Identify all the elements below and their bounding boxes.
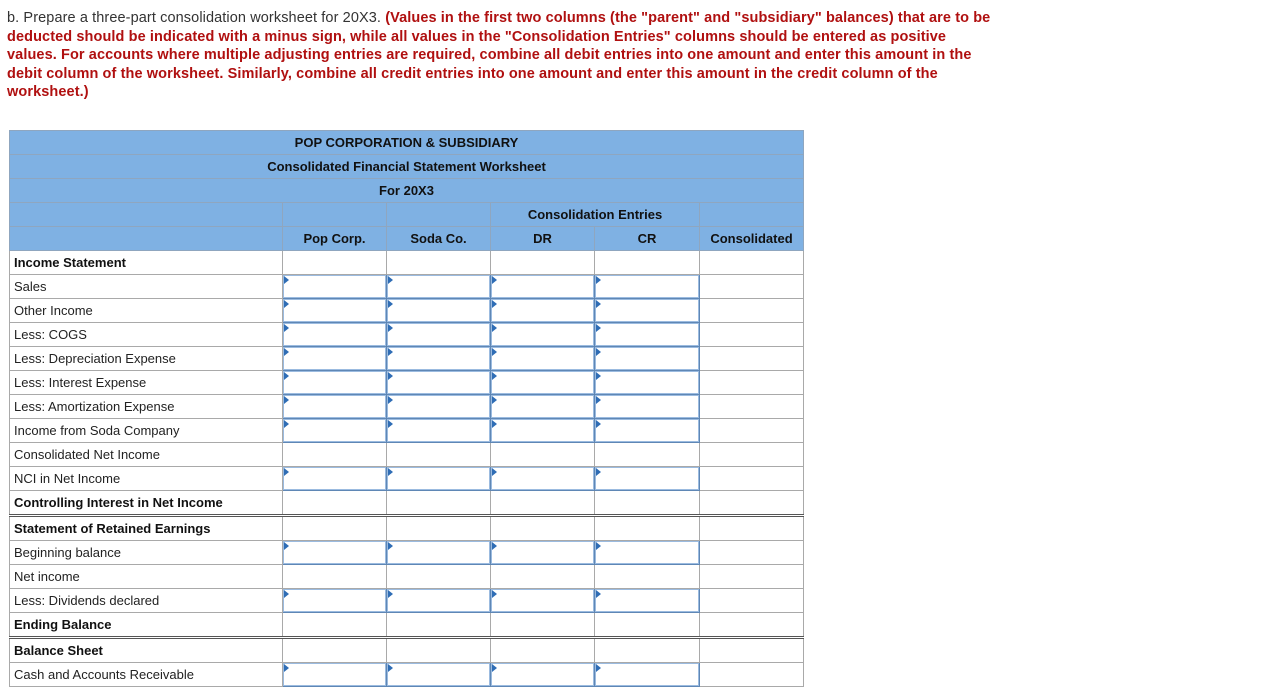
- pop-corp-input[interactable]: [286, 665, 383, 684]
- consolidated-cell: [700, 251, 804, 275]
- empty-cell: [283, 443, 387, 467]
- soda-co-input-cell[interactable]: [387, 541, 491, 565]
- row-label: Other Income: [10, 299, 283, 323]
- pop-corp-input[interactable]: [286, 373, 383, 392]
- dr-input-cell[interactable]: [491, 467, 595, 491]
- soda-co-input[interactable]: [390, 421, 487, 440]
- dr-input-cell[interactable]: [491, 323, 595, 347]
- row-label: Cash and Accounts Receivable: [10, 663, 283, 687]
- cr-input[interactable]: [598, 591, 696, 610]
- row-label: Balance Sheet: [10, 638, 283, 663]
- worksheet-row: [10, 347, 804, 371]
- cr-input-cell[interactable]: [595, 541, 700, 565]
- soda-co-input-cell[interactable]: [387, 347, 491, 371]
- empty-cell: [491, 251, 595, 275]
- worksheet-row: [10, 275, 804, 299]
- soda-co-input[interactable]: [390, 543, 487, 562]
- consolidated-cell: [700, 589, 804, 613]
- dr-input[interactable]: [494, 421, 591, 440]
- cr-input-cell[interactable]: [595, 323, 700, 347]
- pop-corp-input[interactable]: [286, 277, 383, 296]
- soda-co-input-cell[interactable]: [387, 419, 491, 443]
- consolidated-cell: [700, 395, 804, 419]
- empty-cell: [595, 565, 700, 589]
- column-header-pop-corp: Pop Corp.: [283, 227, 387, 251]
- pop-corp-input-cell[interactable]: [283, 395, 387, 419]
- dr-input[interactable]: [494, 277, 591, 296]
- dr-input[interactable]: [494, 397, 591, 416]
- pop-corp-input-cell[interactable]: [283, 371, 387, 395]
- empty-cell: [595, 491, 700, 516]
- consolidated-cell: [700, 613, 804, 638]
- worksheet-row: [10, 565, 804, 589]
- dr-input[interactable]: [494, 373, 591, 392]
- pop-corp-input[interactable]: [286, 397, 383, 416]
- cr-input-cell[interactable]: [595, 419, 700, 443]
- soda-co-input-cell[interactable]: [387, 371, 491, 395]
- column-header-cr: CR: [595, 227, 700, 251]
- row-label: Sales: [10, 275, 283, 299]
- worksheet-row: [10, 371, 804, 395]
- empty-cell: [491, 565, 595, 589]
- consolidated-cell: [700, 516, 804, 541]
- pop-corp-input[interactable]: [286, 325, 383, 344]
- consolidated-cell: [700, 565, 804, 589]
- empty-cell: [491, 491, 595, 516]
- row-label: Net income: [10, 565, 283, 589]
- worksheet-row: [10, 663, 804, 687]
- empty-cell: [595, 516, 700, 541]
- worksheet-row: [10, 323, 804, 347]
- dr-input[interactable]: [494, 543, 591, 562]
- row-label: Less: Dividends declared: [10, 589, 283, 613]
- consolidated-cell: [700, 467, 804, 491]
- header-blank: [10, 227, 283, 251]
- cr-input[interactable]: [598, 665, 696, 684]
- soda-co-input[interactable]: [390, 277, 487, 296]
- empty-cell: [283, 565, 387, 589]
- empty-cell: [387, 613, 491, 638]
- pop-corp-input[interactable]: [286, 421, 383, 440]
- consolidated-cell: [700, 419, 804, 443]
- empty-cell: [595, 613, 700, 638]
- dr-input-cell[interactable]: [491, 663, 595, 687]
- worksheet-row: [10, 638, 804, 663]
- empty-cell: [491, 443, 595, 467]
- cr-input-cell[interactable]: [595, 299, 700, 323]
- instructions-lead: b. Prepare a three-part consolidation worksheet for 20X3.: [7, 10, 386, 26]
- worksheet-company: POP CORPORATION & SUBSIDIARY: [10, 131, 804, 155]
- dr-input-cell[interactable]: [491, 299, 595, 323]
- column-header-consolidated: Consolidated: [700, 227, 804, 251]
- soda-co-input[interactable]: [390, 373, 487, 392]
- header-blank: [700, 203, 804, 227]
- cr-input[interactable]: [598, 349, 696, 368]
- worksheet-row: [10, 613, 804, 638]
- row-label: Beginning balance: [10, 541, 283, 565]
- header-blank: [387, 203, 491, 227]
- cr-input[interactable]: [598, 325, 696, 344]
- soda-co-input-cell[interactable]: [387, 589, 491, 613]
- row-label: Income Statement: [10, 251, 283, 275]
- dr-input-cell[interactable]: [491, 371, 595, 395]
- pop-corp-input-cell[interactable]: [283, 323, 387, 347]
- row-label: Ending Balance: [10, 613, 283, 638]
- cr-input[interactable]: [598, 421, 696, 440]
- soda-co-input-cell[interactable]: [387, 323, 491, 347]
- pop-corp-input-cell[interactable]: [283, 663, 387, 687]
- dr-input[interactable]: [494, 665, 591, 684]
- empty-cell: [283, 251, 387, 275]
- consolidated-cell: [700, 275, 804, 299]
- column-header-soda-co: Soda Co.: [387, 227, 491, 251]
- pop-corp-input-cell[interactable]: [283, 589, 387, 613]
- pop-corp-input-cell[interactable]: [283, 299, 387, 323]
- soda-co-input[interactable]: [390, 325, 487, 344]
- dr-input[interactable]: [494, 349, 591, 368]
- dr-input[interactable]: [494, 591, 591, 610]
- empty-cell: [595, 638, 700, 663]
- header-blank: [283, 203, 387, 227]
- consolidated-cell: [700, 347, 804, 371]
- worksheet-row: [10, 491, 804, 516]
- cr-input[interactable]: [598, 277, 696, 296]
- cr-input-cell[interactable]: [595, 589, 700, 613]
- consolidated-cell: [700, 323, 804, 347]
- empty-cell: [491, 516, 595, 541]
- dr-input-cell[interactable]: [491, 275, 595, 299]
- worksheet-row: [10, 589, 804, 613]
- pop-corp-input[interactable]: [286, 349, 383, 368]
- column-header-dr: DR: [491, 227, 595, 251]
- cr-input[interactable]: [598, 469, 696, 488]
- pop-corp-input-cell[interactable]: [283, 419, 387, 443]
- consolidated-cell: [700, 371, 804, 395]
- empty-cell: [387, 638, 491, 663]
- cr-input-cell[interactable]: [595, 347, 700, 371]
- cr-input-cell[interactable]: [595, 663, 700, 687]
- empty-cell: [595, 443, 700, 467]
- row-label: Statement of Retained Earnings: [10, 516, 283, 541]
- soda-co-input[interactable]: [390, 301, 487, 320]
- dr-input-cell[interactable]: [491, 541, 595, 565]
- empty-cell: [387, 491, 491, 516]
- cr-input-cell[interactable]: [595, 275, 700, 299]
- soda-co-input-cell[interactable]: [387, 395, 491, 419]
- worksheet-period: For 20X3: [10, 179, 804, 203]
- instructions: [7, 9, 997, 102]
- dr-input-cell[interactable]: [491, 589, 595, 613]
- row-label: Less: Interest Expense: [10, 371, 283, 395]
- soda-co-input-cell[interactable]: [387, 299, 491, 323]
- soda-co-input[interactable]: [390, 591, 487, 610]
- consolidated-cell: [700, 638, 804, 663]
- worksheet-title: Consolidated Financial Statement Worksheet: [10, 155, 804, 179]
- worksheet-row: [10, 541, 804, 565]
- dr-input[interactable]: [494, 325, 591, 344]
- pop-corp-input-cell[interactable]: [283, 541, 387, 565]
- consolidation-entries-header: Consolidation Entries: [491, 203, 700, 227]
- dr-input[interactable]: [494, 469, 591, 488]
- empty-cell: [283, 516, 387, 541]
- empty-cell: [491, 638, 595, 663]
- empty-cell: [283, 638, 387, 663]
- cr-input[interactable]: [598, 373, 696, 392]
- empty-cell: [491, 613, 595, 638]
- pop-corp-input-cell[interactable]: [283, 467, 387, 491]
- cr-input[interactable]: [598, 397, 696, 416]
- pop-corp-input[interactable]: [286, 301, 383, 320]
- pop-corp-input[interactable]: [286, 591, 383, 610]
- soda-co-input[interactable]: [390, 469, 487, 488]
- instructions-note: (Values in the first two columns (the "parent" and "subsidiary" balances) that are to be deducted should be indicated with a minus sign, while all values in the "Consolidation Entries" columns should be entered as positive values. For accounts where multiple adjusting entries are required, combine all debit entries into one amount and enter this amount in the debit column of the worksheet. Similarly, combine all credit entries into one amount and enter this amount in the credit column of the worksheet.): [7, 10, 991, 101]
- consolidated-cell: [700, 491, 804, 516]
- soda-co-input-cell[interactable]: [387, 275, 491, 299]
- soda-co-input[interactable]: [390, 397, 487, 416]
- consolidated-cell: [700, 443, 804, 467]
- empty-cell: [595, 251, 700, 275]
- cr-input[interactable]: [598, 543, 696, 562]
- cr-input-cell[interactable]: [595, 395, 700, 419]
- cr-input[interactable]: [598, 301, 696, 320]
- dr-input[interactable]: [494, 301, 591, 320]
- empty-cell: [387, 516, 491, 541]
- worksheet-row: [10, 443, 804, 467]
- row-label: Controlling Interest in Net Income: [10, 491, 283, 516]
- empty-cell: [283, 613, 387, 638]
- pop-corp-input-cell[interactable]: [283, 347, 387, 371]
- soda-co-input[interactable]: [390, 349, 487, 368]
- cr-input-cell[interactable]: [595, 371, 700, 395]
- worksheet-row: [10, 395, 804, 419]
- row-label: NCI in Net Income: [10, 467, 283, 491]
- consolidation-worksheet: [9, 130, 804, 687]
- row-label: Less: Amortization Expense: [10, 395, 283, 419]
- dr-input-cell[interactable]: [491, 419, 595, 443]
- empty-cell: [387, 443, 491, 467]
- consolidated-cell: [700, 541, 804, 565]
- header-blank: [10, 203, 283, 227]
- pop-corp-input[interactable]: [286, 543, 383, 562]
- row-label: Less: COGS: [10, 323, 283, 347]
- consolidated-cell: [700, 299, 804, 323]
- dr-input-cell[interactable]: [491, 347, 595, 371]
- soda-co-input-cell[interactable]: [387, 467, 491, 491]
- worksheet-row: [10, 251, 804, 275]
- empty-cell: [387, 565, 491, 589]
- empty-cell: [387, 251, 491, 275]
- pop-corp-input-cell[interactable]: [283, 275, 387, 299]
- worksheet-row: [10, 467, 804, 491]
- row-label: Less: Depreciation Expense: [10, 347, 283, 371]
- row-label: Income from Soda Company: [10, 419, 283, 443]
- worksheet-row: [10, 419, 804, 443]
- worksheet-row: [10, 299, 804, 323]
- pop-corp-input[interactable]: [286, 469, 383, 488]
- dr-input-cell[interactable]: [491, 395, 595, 419]
- cr-input-cell[interactable]: [595, 467, 700, 491]
- empty-cell: [283, 491, 387, 516]
- row-label: Consolidated Net Income: [10, 443, 283, 467]
- soda-co-input-cell[interactable]: [387, 663, 491, 687]
- soda-co-input[interactable]: [390, 665, 487, 684]
- worksheet-row: [10, 516, 804, 541]
- consolidated-cell: [700, 663, 804, 687]
